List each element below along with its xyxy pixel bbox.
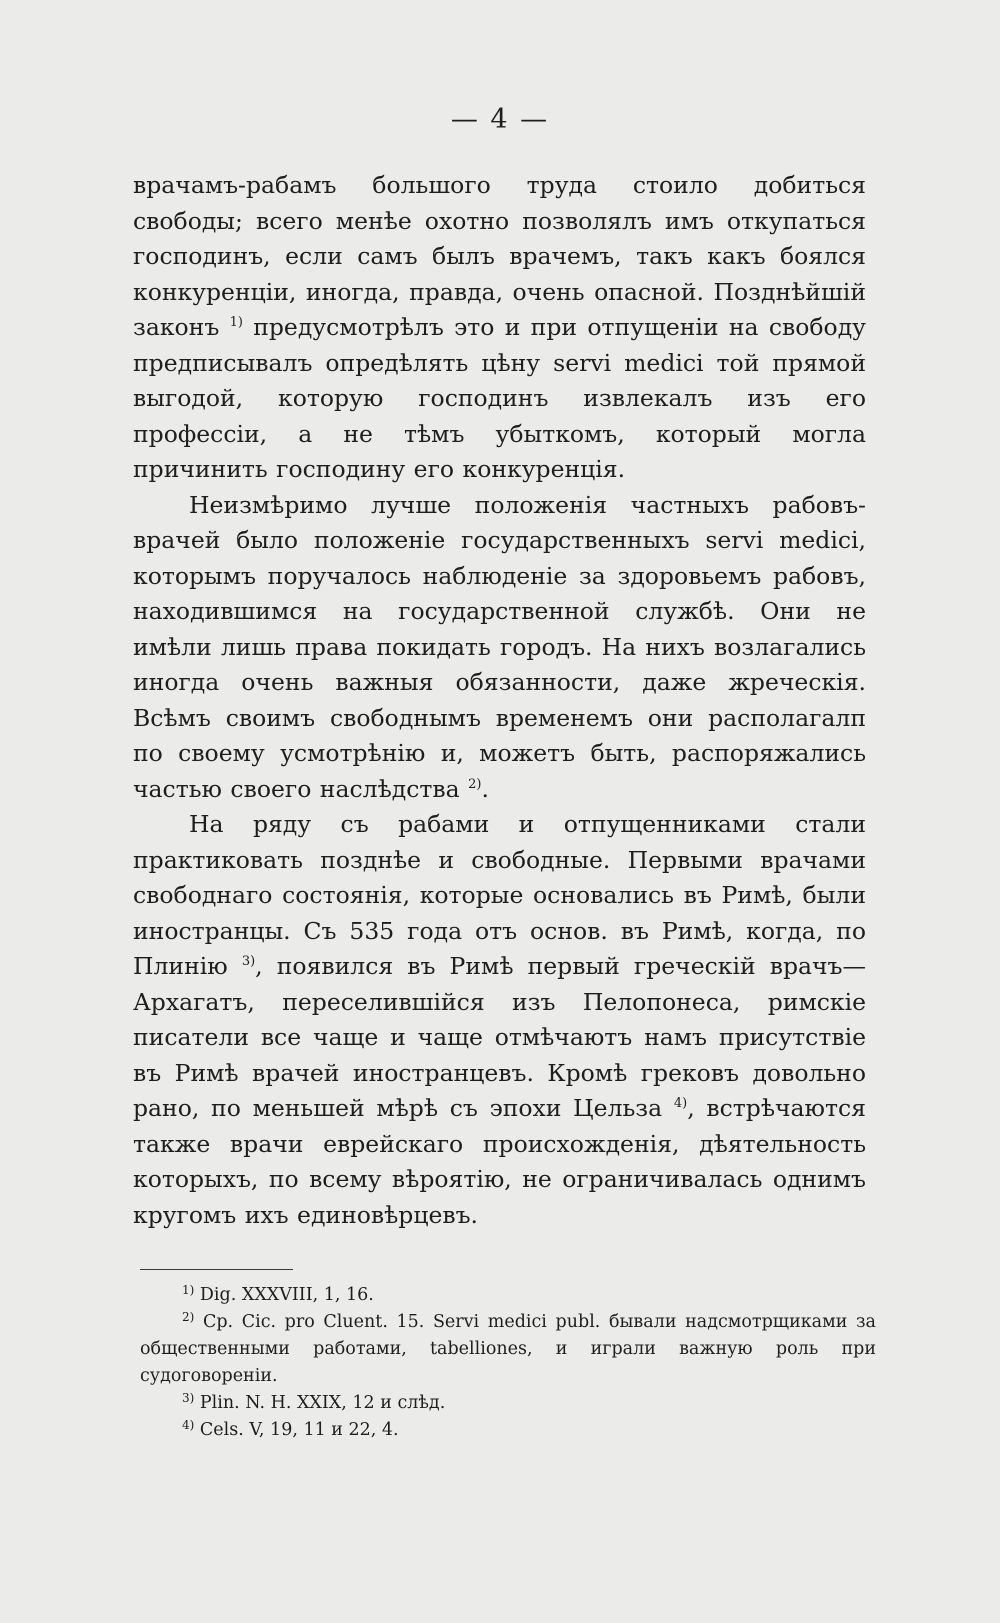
paragraph-text: Неизмѣримо лучше положенія частныхъ рабовъ-врачей было положеніе государственныхъ servi medici, которымъ поручалось наблюденіе за здоровьемъ рабовъ, находившимся на государственной службѣ. Они не имѣли лишь права покидать городъ. На нихъ возлагались иногда очень важныя обязанности, даже жреческія. Всѣмъ своимъ свободнымъ временемъ они располагалп по своему усмотрѣнію и, можетъ быть, распоряжались частью своего наслѣдства [133, 490, 866, 803]
footnote-mark: 4) [182, 1418, 195, 1432]
footnote-mark: 3) [182, 1391, 195, 1405]
main-text [133, 168, 866, 1233]
footnote-reference[interactable]: 3) [241, 954, 256, 969]
footnote-text: Plin. N. H. XXIX, 12 и слѣд. [199, 1393, 446, 1413]
footnote-reference[interactable]: 4) [673, 1096, 688, 1111]
footnotes [140, 1282, 876, 1444]
footnote [140, 1417, 876, 1444]
footnote-text: Dig. XXXVIII, 1, 16. [199, 1285, 374, 1305]
footnote [140, 1282, 876, 1309]
footnote [140, 1390, 876, 1417]
paragraph-text: , появился въ Римѣ первый греческій врачъ— Архагатъ, переселившійся изъ Пелопонеса, римскіе писатели все чаще и чаще отмѣчаютъ намъ присутствіе въ Римѣ врачей иностранцевъ. Кромѣ грековъ довольно рано, по меньшей мѣрѣ съ эпохи Цельза [133, 952, 866, 1122]
paragraph [133, 168, 866, 488]
paragraph-text: На ряду съ рабами и отпущенниками стали практиковать позднѣе и свободные. Первыми врачами свободнаго состоянія, которые основались въ Римѣ, были иностранцы. Съ 535 года отъ основ. въ Римѣ, когда, по Плинію [133, 810, 866, 980]
footnote [140, 1309, 876, 1390]
footnote-mark: 1) [182, 1283, 195, 1297]
paragraph-text: врачамъ-рабамъ большого труда стоило добиться свободы; всего менѣе охотно позволялъ имъ откупаться господинъ, если самъ былъ врачемъ, такъ какъ боялся конкуренціи, иногда, правда, очень опасной. Позднѣйшій законъ [133, 171, 866, 341]
paragraph-text: , встрѣчаются также врачи еврейскаго происхожденія, дѣятельность которыхъ, по всему вѣроятію, не ограничивалась однимъ кругомъ ихъ единовѣрцевъ. [133, 1094, 866, 1229]
paragraph-text: предусмотрѣлъ это и при отпущеніи на свободу предписывалъ опредѣлять цѣну servi medici той прямой выгодой, которую господинъ извлекалъ изъ его профессіи, а не тѣмъ убыткомъ, который могла причинить господину его конкуренція. [133, 313, 866, 483]
footnote-text: Cp. Cic. pro Cluent. 15. Servi medici publ. бывали надсмотрщиками за общественными работами, tabelliones, и играли важную роль при судоговореніи. [140, 1312, 876, 1386]
footnote-reference[interactable]: 2) [468, 776, 482, 792]
footnote-separator [140, 1269, 293, 1270]
paragraph [133, 807, 866, 1233]
paragraph [133, 488, 866, 808]
paragraph-text: . [481, 774, 489, 803]
footnote-text: Cels. V, 19, 11 и 22, 4. [199, 1420, 399, 1440]
footnote-reference[interactable]: 1) [229, 315, 243, 330]
footnote-mark: 2) [182, 1310, 195, 1324]
page-number: — 4 — [450, 104, 550, 135]
